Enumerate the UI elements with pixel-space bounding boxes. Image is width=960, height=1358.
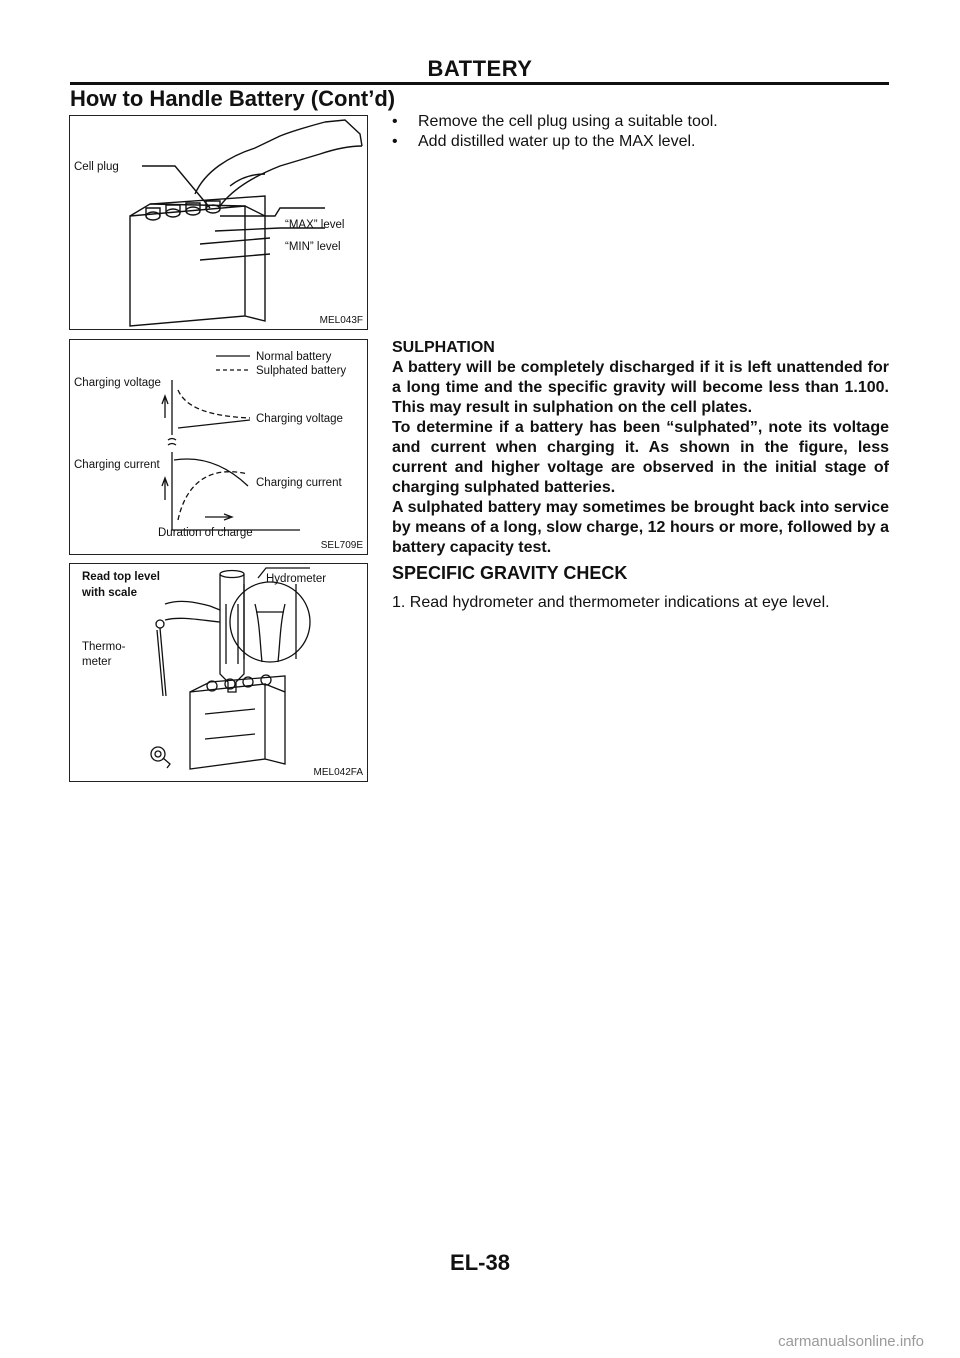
section-title: BATTERY [427, 56, 533, 81]
label-thermometer-1: Thermo- [82, 641, 126, 653]
hydrometer-illustration [70, 564, 367, 781]
legend-normal: Normal battery [256, 351, 332, 363]
label-thermometer-2: meter [82, 656, 112, 668]
bullet-list [392, 112, 718, 152]
figure-code: MEL042FA [313, 767, 363, 778]
specific-gravity-step: 1. Read hydrometer and thermometer indications at eye level. [392, 594, 830, 611]
curve-charging-voltage: Charging voltage [256, 413, 343, 425]
specific-gravity-heading: SPECIFIC GRAVITY CHECK [392, 563, 628, 583]
list-item [392, 112, 718, 132]
sulphation-paragraph: A sulphated battery may sometimes be brought back into service by means of a long, slow charge, 12 hours or more, followed by a battery capacity test. [392, 499, 889, 556]
sulphation-paragraph: A battery will be completely discharged if it is left unattended for a long time and the specific gravity will become less than 1.100. This may result in sulphation on the cell plates. [392, 359, 889, 416]
header-rule [70, 82, 889, 85]
list-item-text: Remove the cell plug using a suitable tool. [418, 113, 718, 130]
sulphation-section [392, 338, 889, 558]
axis-charging-voltage: Charging voltage [74, 377, 161, 389]
label-with-scale: with scale [82, 587, 137, 599]
figure-code: SEL709E [320, 540, 363, 551]
label-max-level: “MAX” level [285, 219, 345, 231]
list-item-text: Add distilled water up to the MAX level. [418, 133, 696, 150]
charging-graph [70, 340, 367, 554]
figure-cell-plug [69, 115, 368, 330]
cell-plug-illustration [70, 116, 367, 329]
bullet-marker: • [392, 133, 398, 150]
label-cell-plug: Cell plug [74, 161, 119, 173]
label-read-top-level: Read top level [82, 571, 160, 583]
label-hydrometer: Hydrometer [266, 573, 327, 585]
label-min-level: “MIN” level [285, 241, 341, 253]
sulphation-paragraph: To determine if a battery has been “sulphated”, note its voltage and current when charging it. As shown in the figure, less current and higher voltage are observed in the initial stage of charging sulphated batteries. [392, 419, 889, 496]
figure-code: MEL043F [319, 315, 363, 326]
bullet-marker: • [392, 113, 398, 130]
page-number: EL-38 [450, 1250, 510, 1275]
watermark: carmanualsonline.info [778, 1333, 924, 1350]
page-subtitle: How to Handle Battery (Cont’d) [70, 86, 396, 111]
figure-charging-graph [69, 339, 368, 555]
sulphation-heading: SULPHATION [392, 339, 495, 356]
axis-duration: Duration of charge [158, 527, 253, 539]
list-item [392, 132, 718, 152]
figure-hydrometer [69, 563, 368, 782]
curve-charging-current: Charging current [256, 477, 342, 489]
axis-charging-current: Charging current [74, 459, 160, 471]
legend-sulphated: Sulphated battery [256, 365, 347, 377]
